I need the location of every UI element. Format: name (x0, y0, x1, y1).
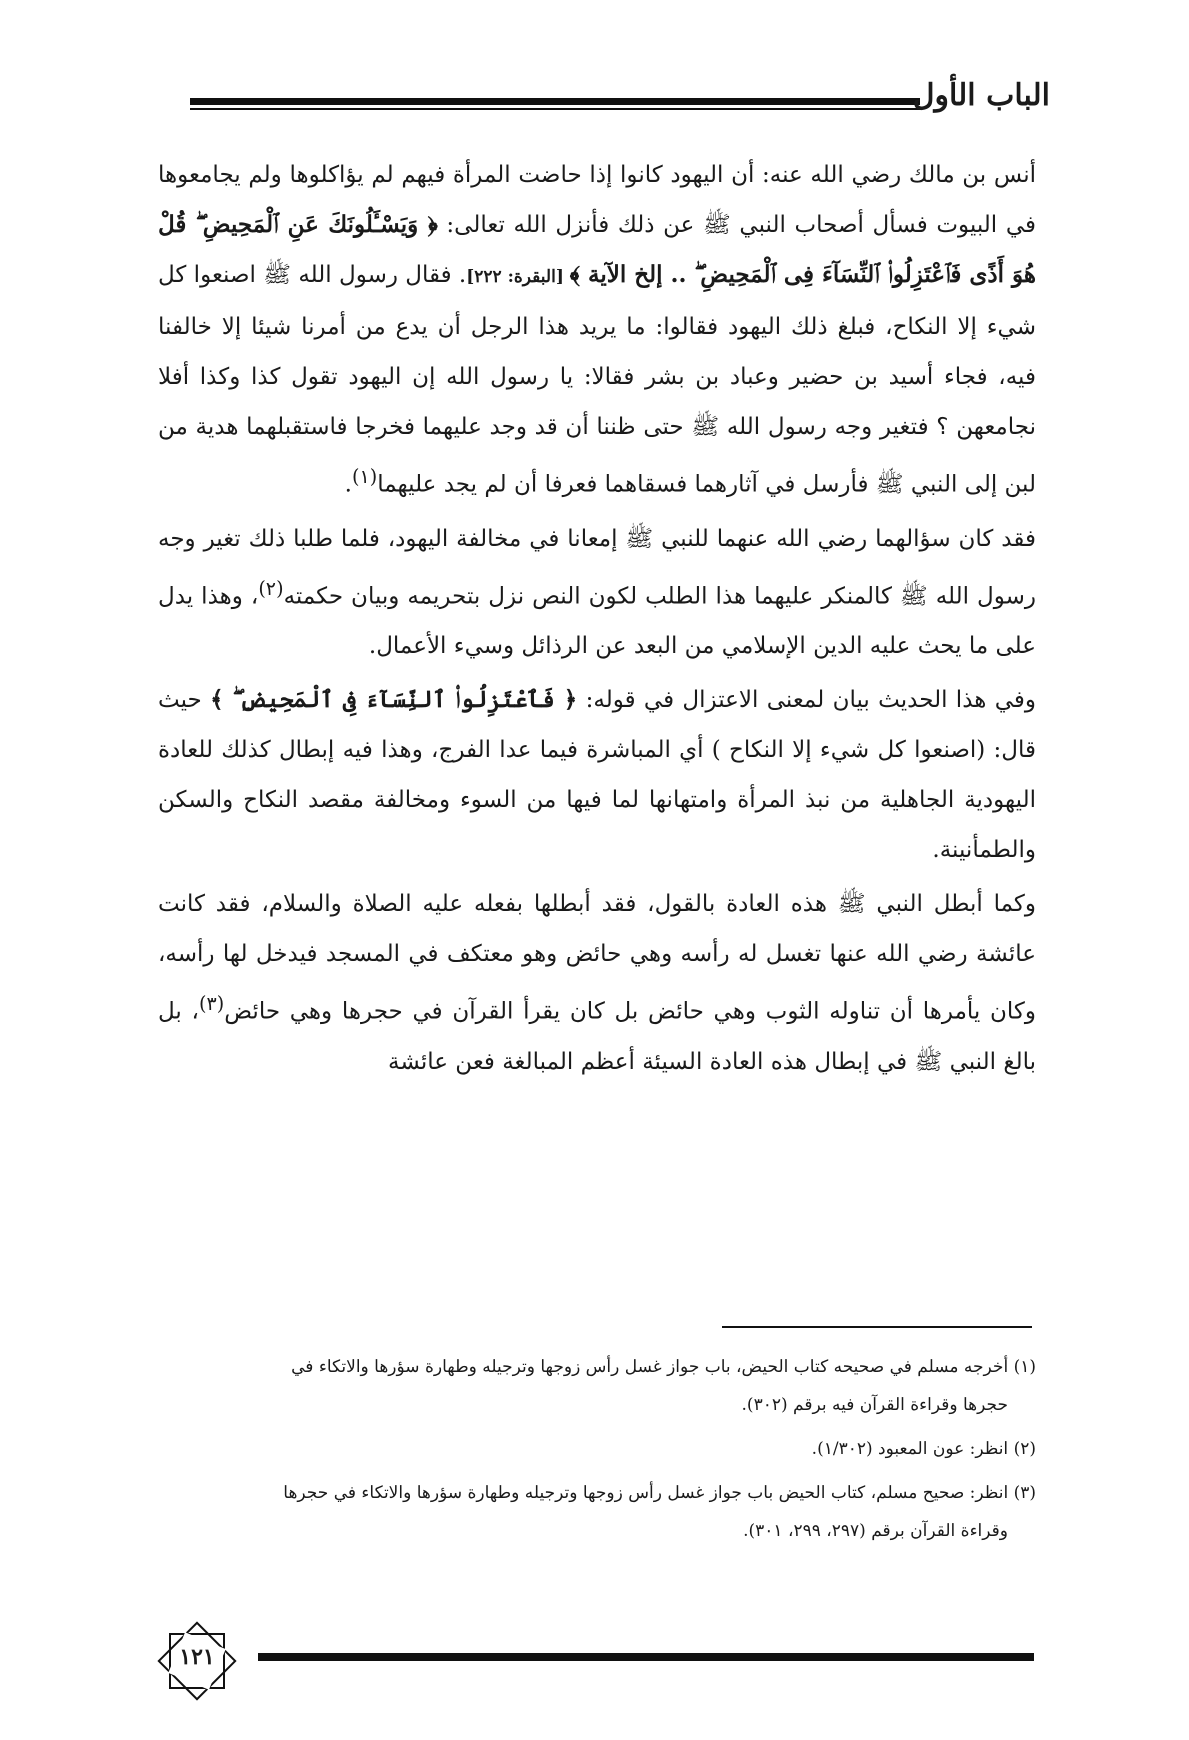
footnote-text: انظر: صحيح مسلم، كتاب الحيض باب جواز غسل رأس زوجها وترجيله وطهارة سؤرها والاتكاء في حجرها (283, 1483, 1009, 1503)
footnote-number: (٢) (1013, 1439, 1036, 1459)
footnote-ref-1[interactable]: (١) (351, 465, 378, 488)
p1-end: . (344, 471, 352, 498)
footnote-text-continued: حجرها وقراءة القرآن فيه برقم (٣٠٢). (741, 1395, 1008, 1415)
header-rule (190, 98, 920, 110)
p4-rest: ، بل بالغ النبي ﷺ في إبطال هذه العادة السيئة أعظم المبالغة فعن عائشة (158, 998, 1036, 1075)
p4-text: وكما أبطل النبي ﷺ هذه العادة بالقول، فقد أبطلها بفعله عليه الصلاة والسلام، فقد كانت عائشة رضي الله عنها تغسل له رأسه وهي حائض وهو معتكف في المسجد فيدخل لها رأسه، وكان يأمرها أن تناوله الثوب وهي حائض بل كان يقرأ القرآن في حجرها وهي حائض (158, 891, 1036, 1025)
page-number: ١٢١ (179, 1644, 215, 1670)
footnote-text: انظر: عون المعبود (١/٣٠٢). (811, 1439, 1009, 1459)
footnote-separator (722, 1326, 1032, 1328)
footnote-1 (152, 1348, 1036, 1424)
p3-rest: حيث قال: (اصنعوا كل شيء إلا النكاح ) أي المباشرة فيما عدا الفرج، وهذا فيه إبطال كذلك للعادة اليهودية الجاهلية من نبذ المرأة وامتهانها لما فيها من السوء ومخالفة مقصد النكاح والسكن والطمأنينة. (158, 687, 1036, 864)
footnote-2 (152, 1430, 1036, 1468)
paragraph-4 (158, 879, 1036, 1087)
footnote-ref-3[interactable]: (٣) (198, 992, 225, 1016)
p1-rest: . فقال رسول الله ﷺ اصنعوا كل شيء إلا النكاح، فبلغ ذلك اليهود فقالوا: ما يريد هذا الرجل أن يدع من أمرنا شيئا إلا خالفنا فيه، فجاء أسيد بن حضير وعباد بن بشر فقالا: يا رسول الله إن اليهود تقول كذا وكذا أفلا نجامعهن ؟ فتغير وجه رسول الله ﷺ حتى ظننا أن قد وجد عليهما فخرجا فاستقبلهما هدية من لبن إلى النبي ﷺ فأرسل في آثارهما فسقاهما فعرفا أن لم يجد عليهما (158, 262, 1036, 498)
p3-intro: وفي هذا الحديث بيان لمعنى الاعتزال في قوله: (577, 687, 1037, 714)
footnote-number: (١) (1013, 1357, 1036, 1377)
p1-intro: أنس بن مالك رضي الله عنه: أن اليهود كانوا إذا حاضت المرأة فيهم لم يؤاكلوها ولم يجامعوها في البيوت فسأل أصحاب النبي ﷺ عن ذلك فأنزل الله تعالى: (158, 162, 1036, 238)
quran-verse-2: ﴿ فَٱعْتَزِلُوا۟ ٱلنِّسَآءَ فِى ٱلْمَحِيضِ ۖ ﴾ (210, 686, 578, 714)
verse-citation-1: [البقرة: ٢٢٢] (466, 267, 570, 287)
footnotes (152, 1348, 1036, 1556)
footnote-text: أخرجه مسلم في صحيحه كتاب الحيض، باب جواز غسل رأس زوجها وترجيله وطهارة سؤرها والاتكاء في (291, 1357, 1009, 1377)
footnote-ref-2[interactable]: (٢) (258, 576, 284, 600)
chapter-title: الباب الأول (912, 78, 1050, 113)
footnote-3 (152, 1474, 1036, 1550)
paragraph-1 (158, 150, 1036, 510)
p2-text: فقد كان سؤالهما رضي الله عنهما للنبي ﷺ إمعانا في مخالفة اليهود، فلما طلبا ذلك تغير وجه رسول الله ﷺ كالمنكر عليهما هذا الطلب لكون النص نزل بتحريمه وبيان حكمته (158, 525, 1036, 610)
footer-rule (258, 1650, 1034, 1661)
footer-rule-thick (258, 1655, 1034, 1661)
header-rule-thick (190, 98, 920, 105)
quran-verse-1: ﴿ وَيَسْـَٔلُونَكَ عَنِ ٱلْمَحِيضِ ۖ قُلْ هُوَ أَذًى فَٱعْتَزِلُوا۟ ٱلنِّسَآءَ فِى ٱلْمَحِيضِ ۖ .. إلخ الآية ﴾ (158, 211, 1037, 288)
footnote-number: (٣) (1013, 1483, 1036, 1503)
paragraph-2 (158, 514, 1036, 672)
page-header (190, 78, 1050, 124)
footnote-text-continued: وقراءة القرآن برقم (٢٩٧، ٢٩٩، ٣٠١). (743, 1521, 1008, 1541)
p2-rest: ، وهذا يدل على ما يحث عليه الدين الإسلامي من البعد عن الرذائل وسيء الأعمال. (158, 583, 1036, 660)
paragraph-3 (158, 675, 1036, 875)
main-text (158, 150, 1036, 1091)
header-rule-thin (190, 108, 920, 110)
page-number-badge (150, 1614, 244, 1708)
